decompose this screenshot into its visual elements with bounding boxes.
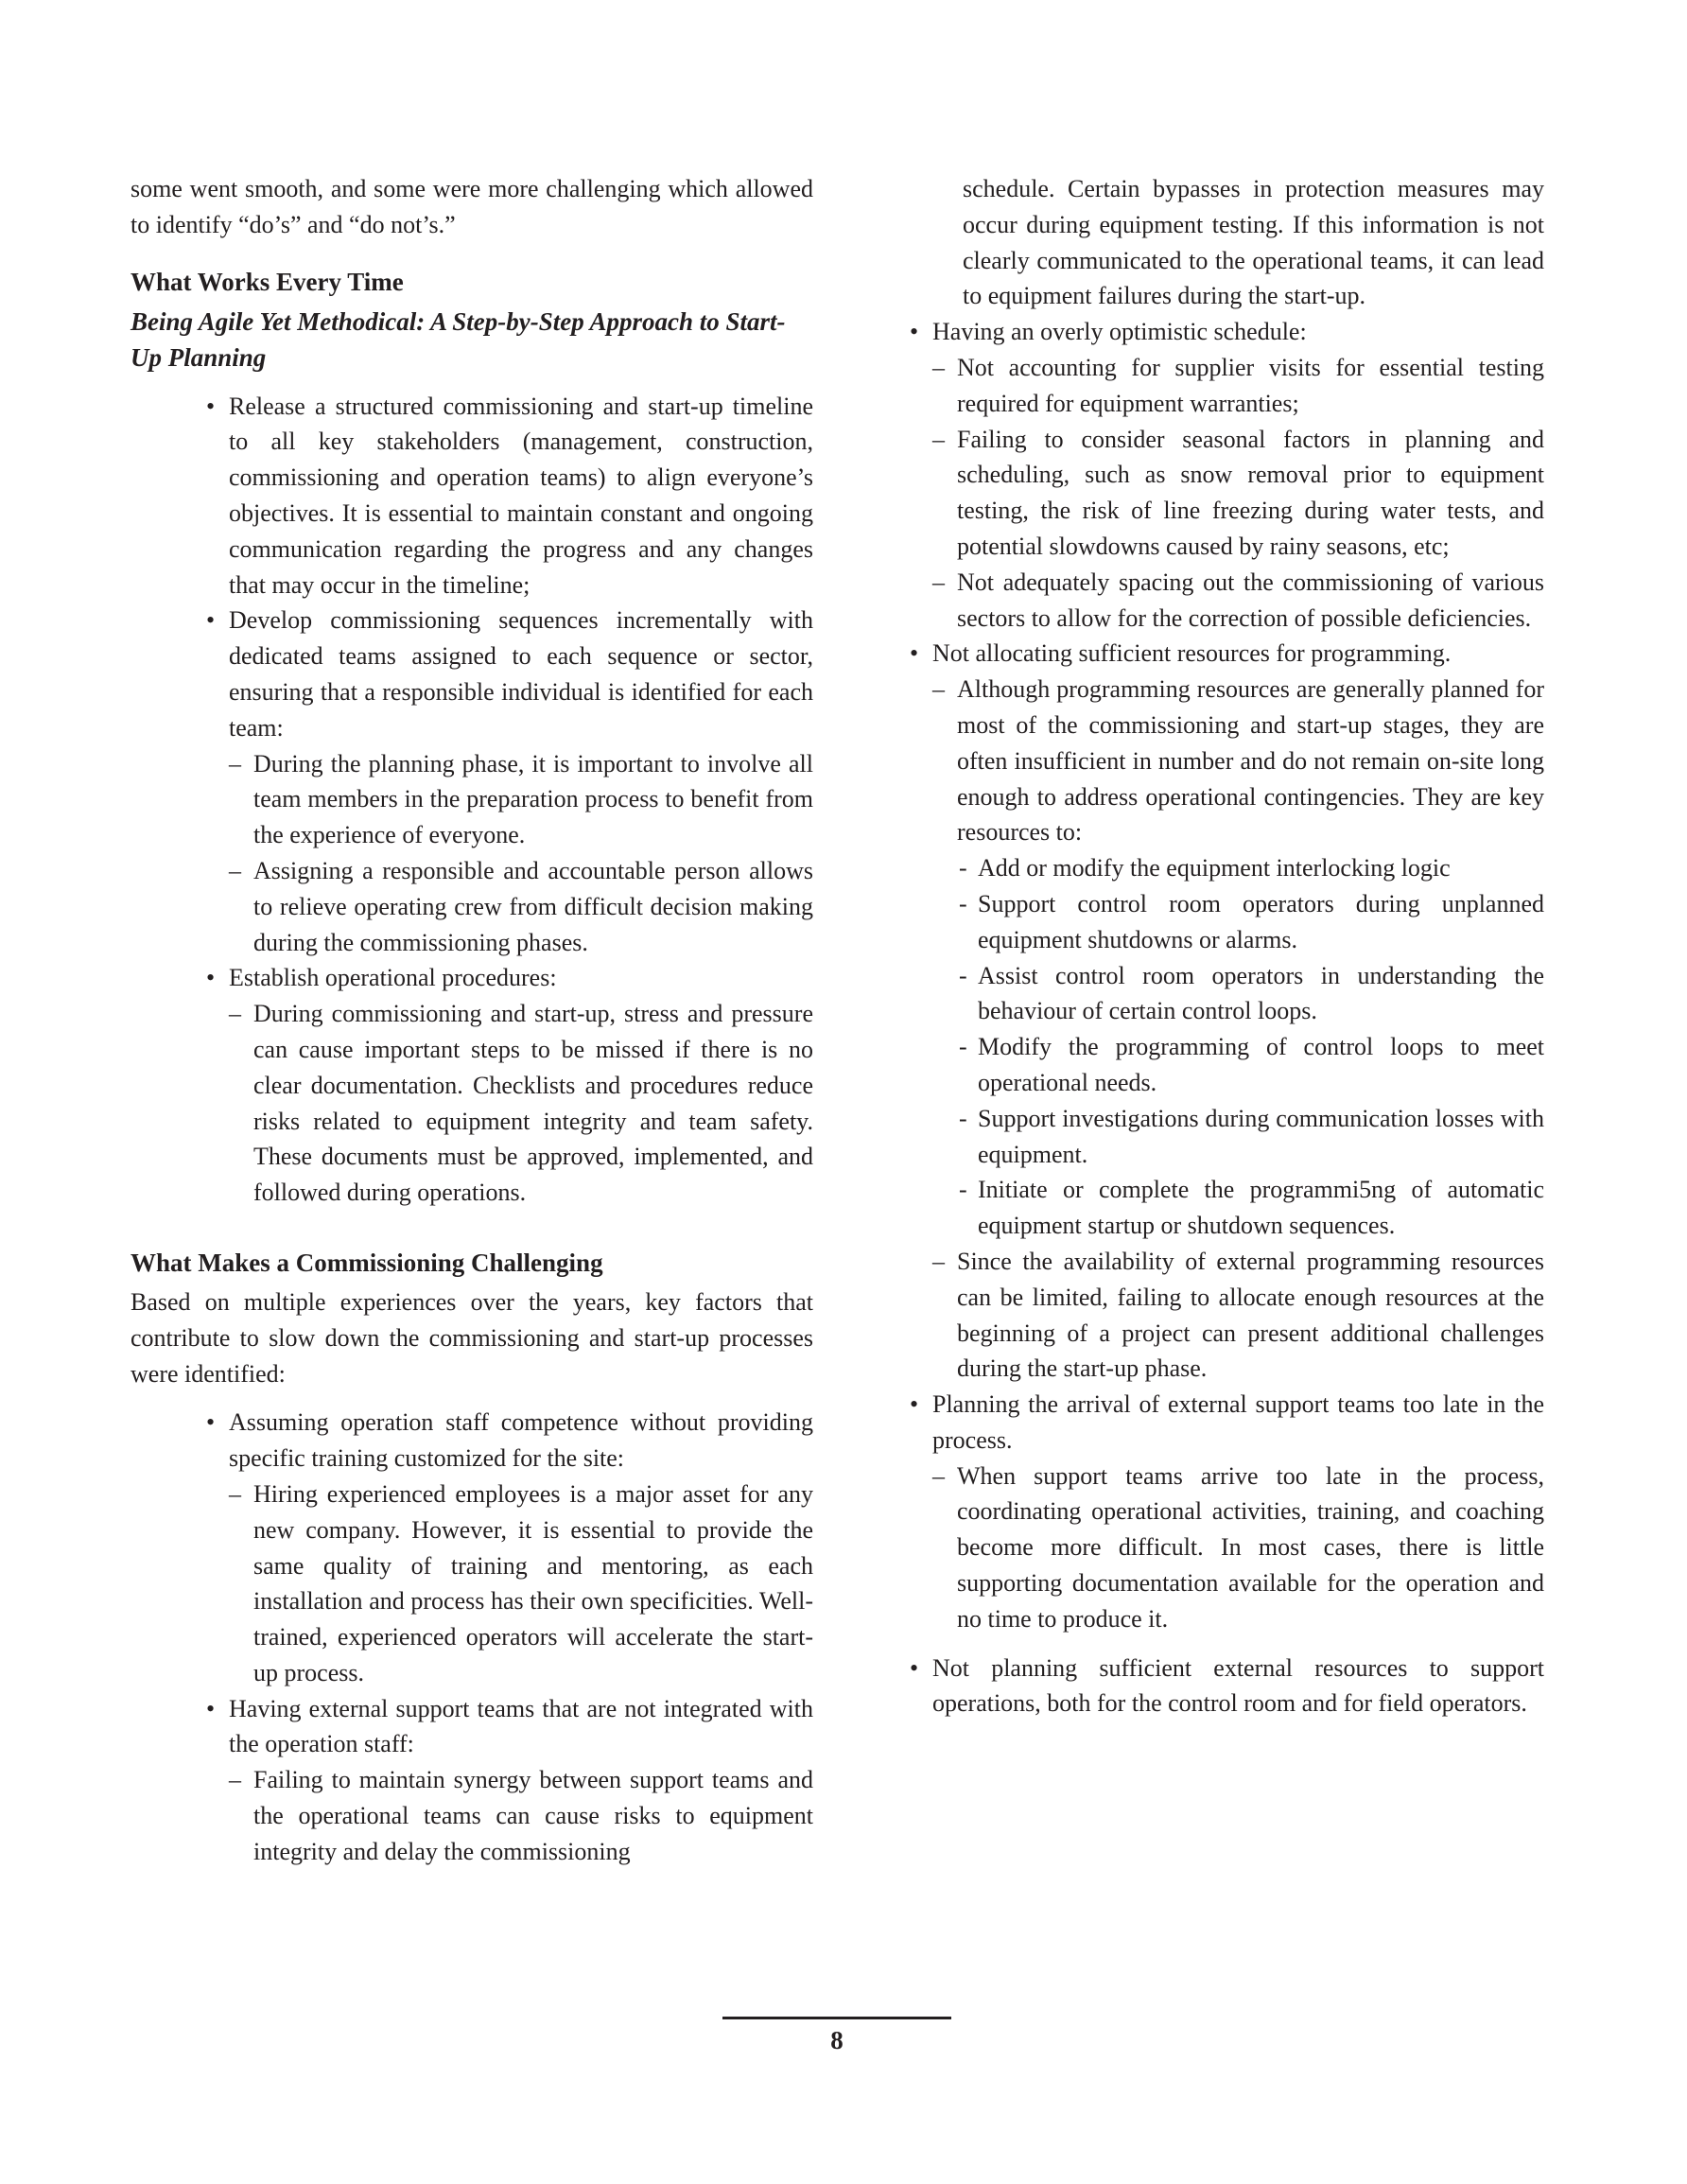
- bullet-item: [204, 1405, 813, 1690]
- bullet-text: Develop commissioning sequences incrementally with dedicated teams assigned to each sequence or sector, ensuring that a responsible individual is identified for each team:: [229, 606, 813, 742]
- hyphen-item: - Assist control room operators in understanding the behaviour of certain control loops.: [957, 958, 1544, 1030]
- works-bullet-list: [204, 389, 813, 1211]
- hyphen-item: - Modify the programming of control loops to meet operational needs.: [957, 1029, 1544, 1101]
- bullet-text: Establish operational procedures:: [229, 964, 557, 992]
- dash-item: – Since the availability of external programming resources can be limited, failing to allocate enough resources at the beginning of a project can present additional challenges during the start-up phase.: [932, 1244, 1544, 1387]
- hyphen-item: - Initiate or complete the programmi5ng of automatic equipment startup or shutdown sequences.: [957, 1172, 1544, 1244]
- bullet-item: [908, 1387, 1544, 1637]
- dash-list: [229, 996, 813, 1211]
- hyphen-item: - Support control room operators during unplanned equipment shutdowns or alarms.: [957, 886, 1544, 958]
- dash-item: – Failing to consider seasonal factors in planning and scheduling, such as snow removal prior to equipment testing, the risk of line freezing during water tests, and potential slowdowns caused by rainy seasons, etc;: [932, 422, 1544, 565]
- footer-rule: [722, 2017, 951, 2019]
- dash-item: – When support teams arrive too late in the process, coordinating operational activities, training, and coaching become more difficult. In most cases, there is little supporting documentation available for the operation and no time to produce it.: [932, 1459, 1544, 1637]
- dash-list: [932, 1459, 1544, 1637]
- page-number: 8: [830, 2026, 844, 2054]
- hyphen-item: - Add or modify the equipment interlocking logic: [957, 850, 1544, 886]
- dash-item: – Hiring experienced employees is a major asset for any new company. However, it is essential to provide the same quality of training and mentoring, as each installation and process has their own specificities. Well-trained, experienced operators will accelerate the start-up process.: [229, 1476, 813, 1691]
- intro-paragraph: some went smooth, and some were more challenging which allowed to identify “do’s” and “do not’s.”: [130, 175, 813, 238]
- section-heading-what-works: What Works Every Time: [130, 267, 404, 296]
- continued-paragraph: schedule. Certain bypasses in protection measures may occur during equipment testing. If this information is not clearly communicated to the operational teams, it can lead to equipment failures during the start-up.: [963, 175, 1544, 310]
- bullet-item: [204, 960, 813, 1211]
- subheading-agile-approach: Being Agile Yet Methodical: A Step-by-Step Approach to Start-Up Planning: [130, 306, 786, 372]
- bullet-text: Assuming operation staff competence without providing specific training customized for the site:: [229, 1408, 813, 1473]
- bullet-text: Planning the arrival of external support teams too late in the process.: [932, 1390, 1544, 1454]
- right-column: [898, 171, 1544, 1721]
- dash-list: [229, 1476, 813, 1691]
- bullet-item: [908, 636, 1544, 1387]
- challenge-intro-paragraph: Based on multiple experiences over the years, key factors that contribute to slow down the commissioning and start-up processes were identified:: [130, 1287, 813, 1388]
- dash-item: – During the planning phase, it is important to involve all team members in the preparation process to benefit from the experience of everyone.: [229, 746, 813, 853]
- dash-text: Although programming resources are generally planned for most of the commissioning and start-up stages, they are often insufficient in number and do not remain on-site long enough to address operational contingencies. They are key resources to:: [957, 675, 1544, 847]
- dash-item: [932, 672, 1544, 1244]
- dash-item: – Failing to maintain synergy between support teams and the operational teams can cause risks to equipment integrity and delay the commissioning: [229, 1762, 813, 1869]
- bullet-text: Having an overly optimistic schedule:: [932, 318, 1307, 346]
- bullet-text: Having external support teams that are not integrated with the operation staff:: [229, 1694, 813, 1758]
- hyphen-item: - Support investigations during communication losses with equipment.: [957, 1101, 1544, 1173]
- section-heading-challenging: What Makes a Commissioning Challenging: [130, 1248, 603, 1277]
- dash-item: – Not accounting for supplier visits for essential testing required for equipment warranties;: [932, 350, 1544, 422]
- bullet-text: Not allocating sufficient resources for programming.: [932, 639, 1452, 668]
- bullet-text: Not planning sufficient external resources to support operations, both for the control room and for field operators.: [932, 1653, 1544, 1718]
- dash-list: [932, 672, 1544, 1387]
- dash-list: [932, 350, 1544, 636]
- bullet-item: [908, 314, 1544, 636]
- dash-item: – Assigning a responsible and accountable person allows to relieve operating crew from difficult decision making during the commissioning phases.: [229, 853, 813, 960]
- right-bullet-list: [908, 314, 1544, 1721]
- left-column: [130, 171, 813, 1870]
- dash-list: [229, 1762, 813, 1869]
- dash-item: – Not adequately spacing out the commissioning of various sectors to allow for the correction of possible deficiencies.: [932, 565, 1544, 637]
- bullet-item: [204, 1691, 813, 1870]
- bullet-item: [204, 603, 813, 960]
- dash-item: – During commissioning and start-up, stress and pressure can cause important steps to be missed if there is no clear documentation. Checklists and procedures reduce risks related to equipment integrity and team safety. These documents must be approved, implemented, and followed during operations.: [229, 996, 813, 1211]
- dash-list: [229, 746, 813, 961]
- bullet-item: [908, 1651, 1544, 1722]
- bullet-text: Release a structured commissioning and start-up timeline to all key stakeholders (management, construction, commissioning and operation teams) to align everyone’s objectives. It is essential to maintain constant and ongoing communication regarding the progress and any changes that may occur in the timeline;: [229, 392, 813, 599]
- hyphen-list: [957, 850, 1544, 1244]
- challenge-bullet-list: [204, 1405, 813, 1869]
- bullet-item: [204, 389, 813, 603]
